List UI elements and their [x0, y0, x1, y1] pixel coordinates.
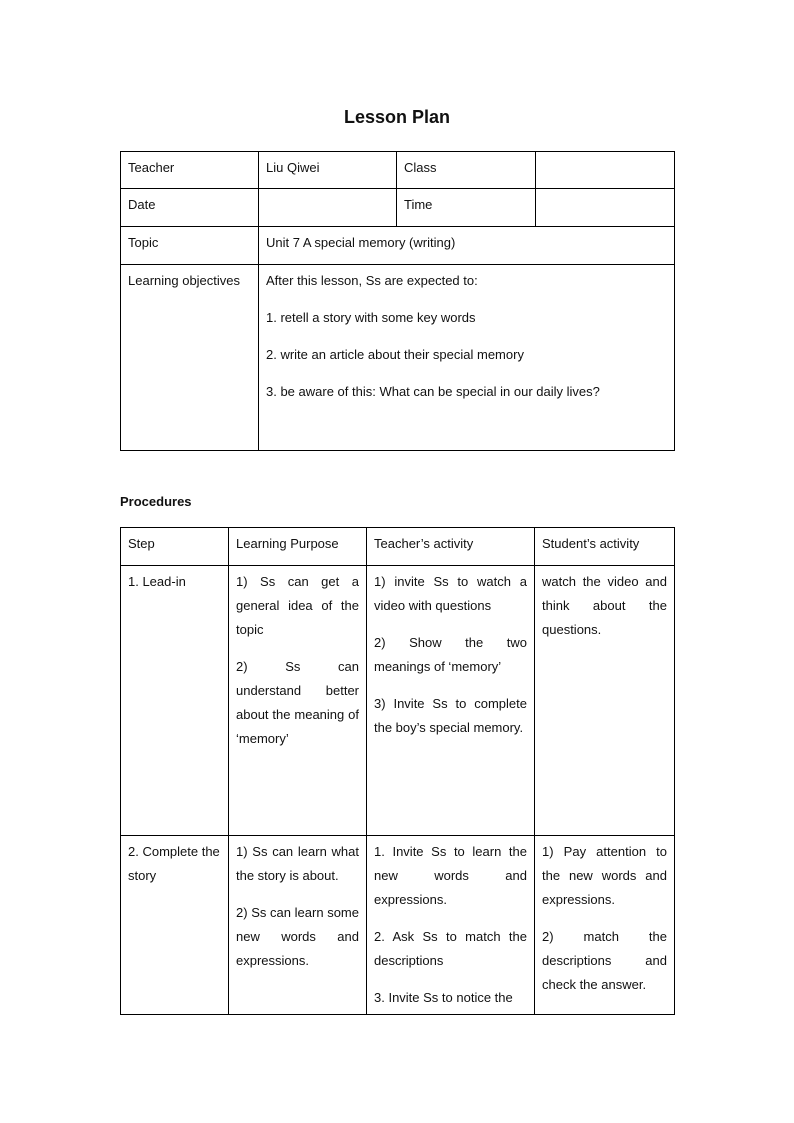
time-value — [536, 189, 675, 227]
objectives-label: Learning objectives — [121, 265, 259, 451]
objective-item: 3. be aware of this: What can be special in our daily lives? — [266, 384, 600, 399]
time-label: Time — [397, 189, 536, 227]
teacher-activity-item: 1) invite Ss to watch a video with questions — [374, 574, 527, 613]
teacher-value: Liu Qiwei — [259, 152, 397, 189]
teacher-activity-item: 3) Invite Ss to complete the boy’s special memory. — [374, 696, 527, 735]
header-teacher-activity: Teacher’s activity — [367, 528, 535, 566]
step-cell: 1. Lead-in — [121, 566, 229, 836]
purpose-item: 1) Ss can get a general idea of the topic — [236, 574, 359, 637]
class-label: Class — [397, 152, 536, 189]
topic-value: Unit 7 A special memory (writing) — [259, 227, 675, 265]
student-activity-item: 1) Pay attention to the new words and expressions. — [542, 844, 667, 907]
class-value — [536, 152, 675, 189]
topic-label: Topic — [121, 227, 259, 265]
topic-row — [121, 227, 675, 265]
student-activity-cell — [535, 836, 675, 1015]
date-value — [259, 189, 397, 227]
objectives-cell — [259, 265, 675, 451]
purpose-item: 2) Ss can learn some new words and expressions. — [236, 905, 359, 968]
objectives-intro: After this lesson, Ss are expected to: — [266, 273, 478, 288]
purpose-cell — [229, 566, 367, 836]
date-row — [121, 189, 675, 227]
page-title: Lesson Plan — [343, 107, 451, 127]
step-cell: 2. Complete the story — [121, 836, 229, 1015]
procedures-header-row — [121, 528, 675, 566]
header-student-activity: Student’s activity — [535, 528, 675, 566]
teacher-activity-cell — [367, 836, 535, 1015]
purpose-item: 1) Ss can learn what the story is about. — [236, 844, 359, 883]
teacher-activity-cell — [367, 566, 535, 836]
student-activity-item: watch the video and think about the questions. — [542, 574, 667, 637]
teacher-activity-item: 3. Invite Ss to notice the — [374, 990, 513, 1005]
teacher-activity-item: 2. Ask Ss to match the descriptions — [374, 929, 527, 968]
teacher-activity-item: 1. Invite Ss to learn the new words and expressions. — [374, 844, 527, 907]
procedures-table — [120, 527, 675, 1015]
table-row — [121, 836, 675, 1015]
date-label: Date — [121, 189, 259, 227]
procedures-heading: Procedures — [120, 494, 192, 509]
lesson-info-table — [120, 151, 675, 451]
table-row — [121, 566, 675, 836]
objectives-row — [121, 265, 675, 451]
header-step: Step — [121, 528, 229, 566]
teacher-activity-item: 2) Show the two meanings of ‘memory’ — [374, 635, 527, 674]
objective-item: 1. retell a story with some key words — [266, 310, 476, 325]
header-learning-purpose: Learning Purpose — [229, 528, 367, 566]
student-activity-cell — [535, 566, 675, 836]
objective-item: 2. write an article about their special memory — [266, 347, 524, 362]
student-activity-item: 2) match the descriptions and check the answer. — [542, 929, 667, 992]
teacher-label: Teacher — [121, 152, 259, 189]
purpose-cell — [229, 836, 367, 1015]
teacher-row — [121, 152, 675, 189]
purpose-item: 2) Ss can understand better about the meaning of ‘memory’ — [236, 659, 359, 746]
